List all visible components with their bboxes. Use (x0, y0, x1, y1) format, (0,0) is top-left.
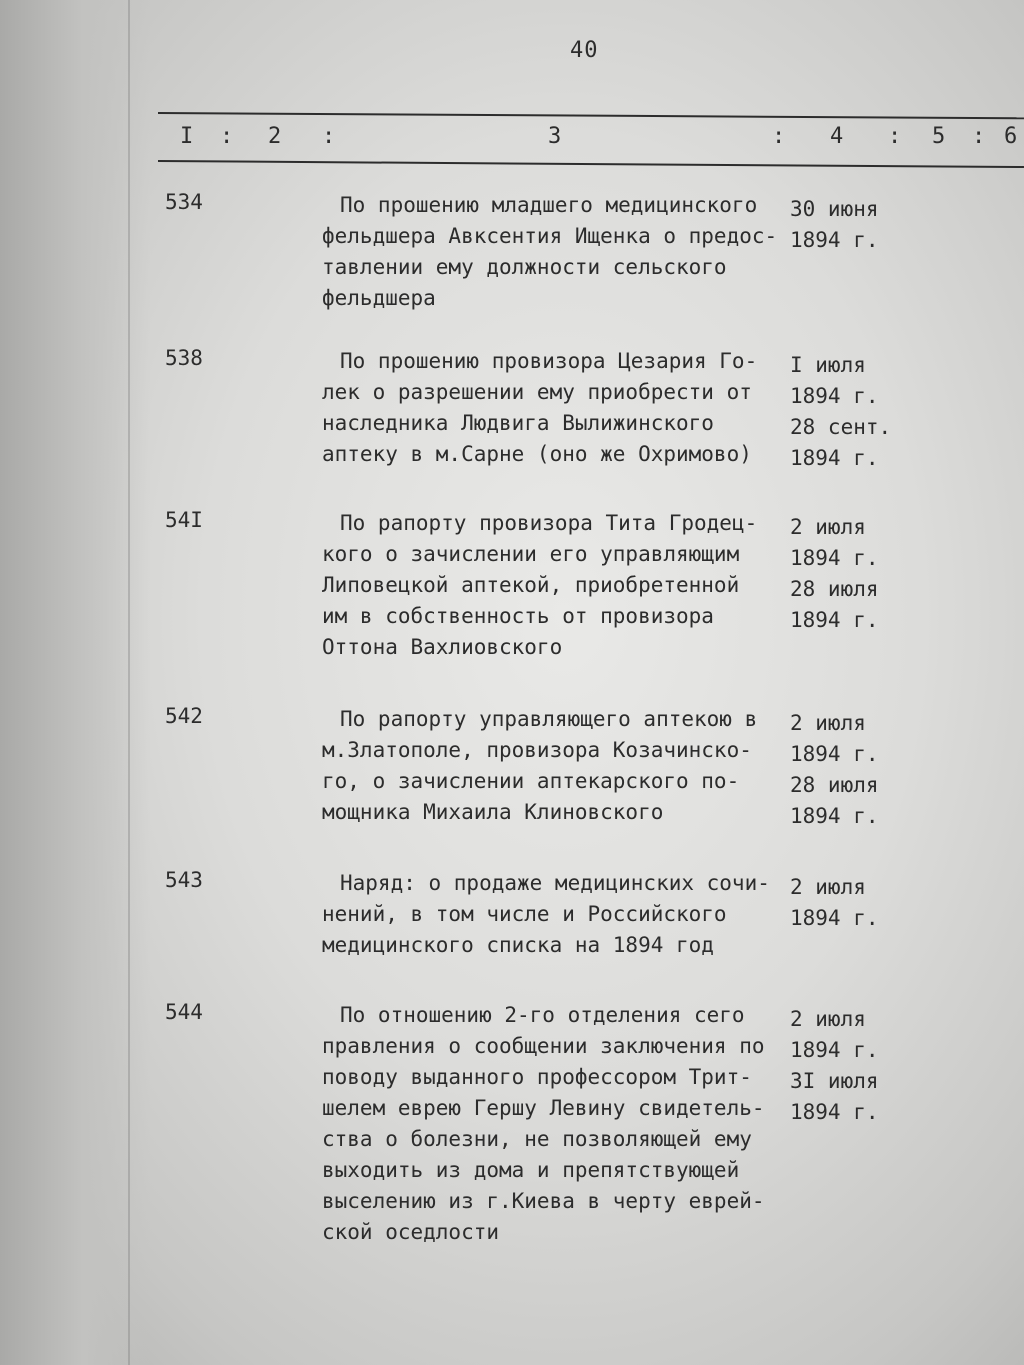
description-line: фельдшера (322, 286, 436, 310)
description-line: нений, в том числе и Российского (322, 902, 727, 926)
entry-number: 544 (165, 1000, 203, 1024)
date-line: 1894 г. (790, 228, 879, 252)
entry-description (322, 704, 792, 828)
date-line: 2 июля (790, 711, 866, 735)
date-line: 28 сент. (790, 415, 892, 439)
entry-description (322, 508, 792, 663)
date-line: 1894 г. (790, 742, 879, 766)
description-line: Наряд: о продаже медицинских сочи- (340, 871, 770, 895)
description-line: кого о зачислении его управляющим (322, 542, 740, 566)
description-line: го, о зачислении аптекарского по- (322, 769, 740, 793)
entry-dates (790, 512, 879, 636)
entry-dates (790, 872, 879, 934)
entry-description (322, 1000, 792, 1248)
description-line: По прошению младшего медицинского (340, 193, 758, 217)
column-separator: : (888, 124, 902, 149)
date-line: 1894 г. (790, 1038, 879, 1062)
date-line: 30 июня (790, 197, 879, 221)
description-line: По рапорту управляющего аптекою в (340, 707, 758, 731)
column-separator: : (772, 124, 786, 149)
date-line: I июля (790, 353, 866, 377)
description-line: По отношению 2-го отделения сего (340, 1003, 745, 1027)
entry-description (322, 868, 792, 961)
header-rule-bottom (158, 160, 1024, 168)
date-line: 1894 г. (790, 384, 879, 408)
column-separator: : (972, 124, 986, 149)
page-number: 40 (570, 38, 599, 63)
column-header-5: 5 (932, 124, 946, 149)
description-line: правления о сообщении заключения по (322, 1034, 765, 1058)
description-line: По рапорту провизора Тита Гродец- (340, 511, 758, 535)
description-line: аптеку в м.Сарне (оно же Охримово) (322, 442, 752, 466)
description-line: тавлении ему должности сельского (322, 255, 727, 279)
entry-dates (790, 708, 879, 832)
entry-dates (790, 350, 891, 474)
description-line: поводу выданного профессором Трит- (322, 1065, 752, 1089)
date-line: 2 июля (790, 875, 866, 899)
description-line: шелем еврею Гершу Левину свидетель- (322, 1096, 765, 1120)
column-separator: : (220, 124, 234, 149)
description-line: Оттона Вахлиовского (322, 635, 563, 659)
description-line: наследника Людвига Вылижинского (322, 411, 714, 435)
entry-description (322, 346, 792, 470)
date-line: 28 июля (790, 773, 879, 797)
description-line: им в собственность от провизора (322, 604, 714, 628)
description-line: ской оседлости (322, 1220, 500, 1244)
date-line: 1894 г. (790, 1100, 879, 1124)
description-line: лек о разрешении ему приобрести от (322, 380, 752, 404)
column-header-6: 6 (1004, 124, 1018, 149)
date-line: 1894 г. (790, 906, 879, 930)
date-line: 3I июля (790, 1069, 879, 1093)
date-line: 1894 г. (790, 804, 879, 828)
entry-dates (790, 194, 879, 256)
entry-number: 54I (165, 508, 203, 532)
description-line: Липовецкой аптекой, приобретенной (322, 573, 740, 597)
column-separator: : (322, 124, 336, 149)
description-line: По прошению провизора Цезария Го- (340, 349, 758, 373)
description-line: ства о болезни, не позволяющей ему (322, 1127, 752, 1151)
description-line: выходить из дома и препятствующей (322, 1158, 740, 1182)
entry-number: 538 (165, 346, 203, 370)
date-line: 1894 г. (790, 608, 879, 632)
description-line: медицинского списка на 1894 год (322, 933, 714, 957)
column-header-1: I (180, 124, 194, 149)
date-line: 2 июля (790, 515, 866, 539)
date-line: 1894 г. (790, 446, 879, 470)
description-line: фельдшера Авксентия Ищенка о предос- (322, 224, 778, 248)
column-header-4: 4 (830, 124, 844, 149)
column-header-2: 2 (268, 124, 282, 149)
entry-description (322, 190, 792, 314)
description-line: мощника Михаила Клиновского (322, 800, 664, 824)
entry-dates (790, 1004, 879, 1128)
description-line: м.Златополе, провизора Козачинско- (322, 738, 752, 762)
entry-number: 542 (165, 704, 203, 728)
entry-number: 543 (165, 868, 203, 892)
date-line: 1894 г. (790, 546, 879, 570)
date-line: 2 июля (790, 1007, 866, 1031)
description-line: выселению из г.Киева в черту еврей- (322, 1189, 765, 1213)
page-fold-line (128, 0, 130, 1365)
column-header-3: 3 (548, 124, 562, 149)
date-line: 28 июля (790, 577, 879, 601)
entry-number: 534 (165, 190, 203, 214)
header-rule-top (158, 112, 1024, 119)
